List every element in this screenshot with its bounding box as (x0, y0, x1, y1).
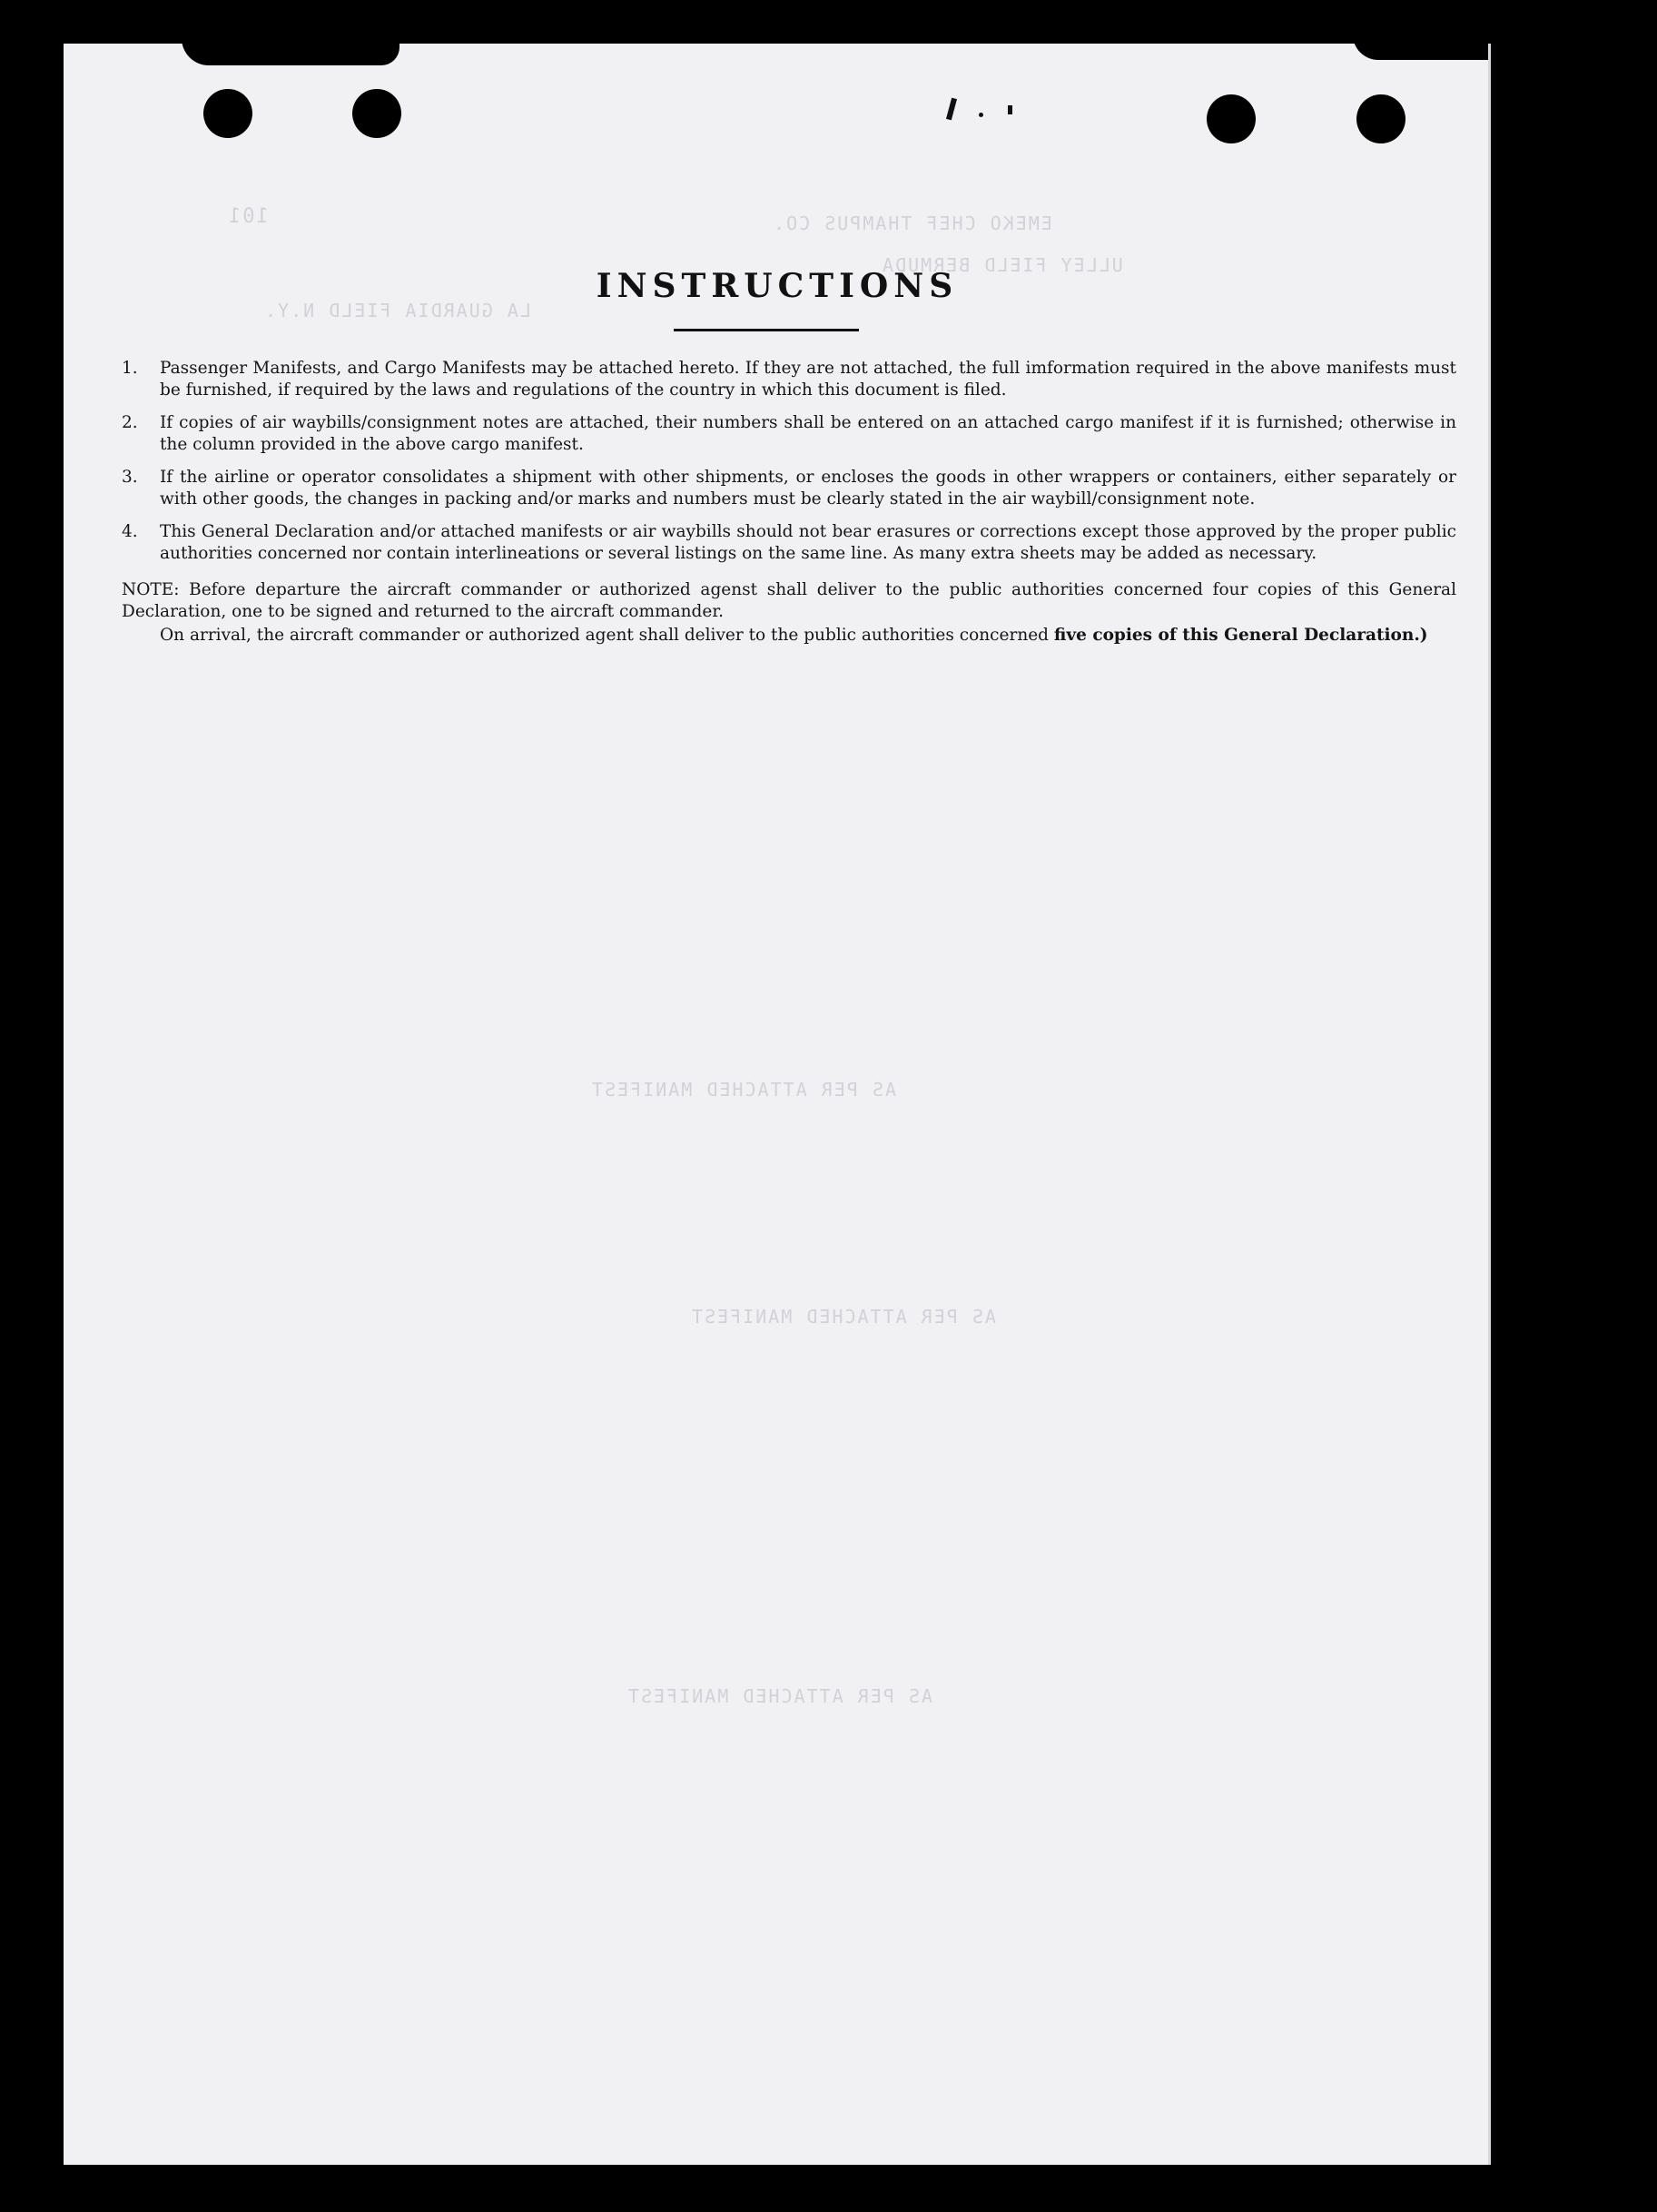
punch-hole-2 (352, 89, 401, 138)
item-text: This General Declaration and/or attached manifests or air waybills should not bear erasures or corrections except those approved by the proper public authorities concerned nor contain interlineations or several listings on the same line. As many extra sheets may be added as necessary. (160, 522, 1456, 563)
document-page (64, 44, 1491, 2165)
punch-hole-1 (203, 89, 252, 138)
item-number: 4. (122, 522, 138, 541)
item-text: Passenger Manifests, and Cargo Manifests may be attached hereto. If they are not attached, the full imformation required in the above manifests must be furnished, if required by the laws and regulations of the country in which this document is filed. (160, 359, 1456, 400)
bleed-through-text: AS PER ATTACHED MANIFEST (590, 1079, 896, 1101)
bleed-through-text: EMEKO CHEF THAMPUS CO. (772, 212, 1052, 234)
note-continuation-emphasis: five copies of this General Declaration.) (1053, 626, 1428, 645)
bleed-through-text: AS PER ATTACHED MANIFEST (626, 1685, 932, 1707)
page-title: INSTRUCTIONS (596, 267, 959, 305)
item-number: 2. (122, 413, 138, 432)
instruction-item (122, 521, 1456, 565)
instruction-item (122, 467, 1456, 510)
item-number: 1. (122, 359, 138, 378)
note-continuation (122, 625, 1456, 647)
bleed-through-text: LA GUARDIA FIELD N.Y. (263, 300, 531, 321)
item-text: If the airline or operator consolidates a shipment with other shipments, or encloses the goods in other wrappers or containers, either separately or with other goods, the changes in packing and/or marks and numbers must be clearly stated in the air waybill/consignment note. (160, 468, 1456, 509)
note-text: Before departure the aircraft commander or authorized agenst shall deliver to the public authorities concerned four copies of this General Declaration, one to be signed and returned to the aircraft commander. (122, 580, 1457, 621)
bleed-through-text: 101 (227, 205, 269, 228)
item-number: 3. (122, 468, 138, 487)
note-continuation-text: On arrival, the aircraft commander or authorized agent shall deliver to the public authorities concerned (160, 626, 1050, 645)
bleed-through-text: AS PER ATTACHED MANIFEST (690, 1306, 996, 1328)
note-block (122, 579, 1456, 623)
instruction-item (122, 412, 1456, 456)
ink-speck (1008, 105, 1012, 114)
punch-hole-4 (1356, 94, 1405, 143)
torn-edge-left (182, 44, 399, 65)
note-label: NOTE: (122, 580, 180, 599)
ink-speck (979, 113, 983, 117)
bleed-through-text: ULLEY FIELD BERMUDA (881, 254, 1123, 276)
ink-speck (946, 98, 957, 121)
instructions-list (122, 358, 1456, 647)
torn-edge-right (1353, 44, 1491, 60)
punch-hole-3 (1207, 94, 1256, 143)
instruction-item (122, 358, 1456, 401)
title-underline (674, 329, 859, 331)
item-text: If copies of air waybills/consignment notes are attached, their numbers shall be entered on an attached cargo manifest if it is furnished; otherwise in the column provided in the above cargo manifest. (160, 413, 1456, 454)
